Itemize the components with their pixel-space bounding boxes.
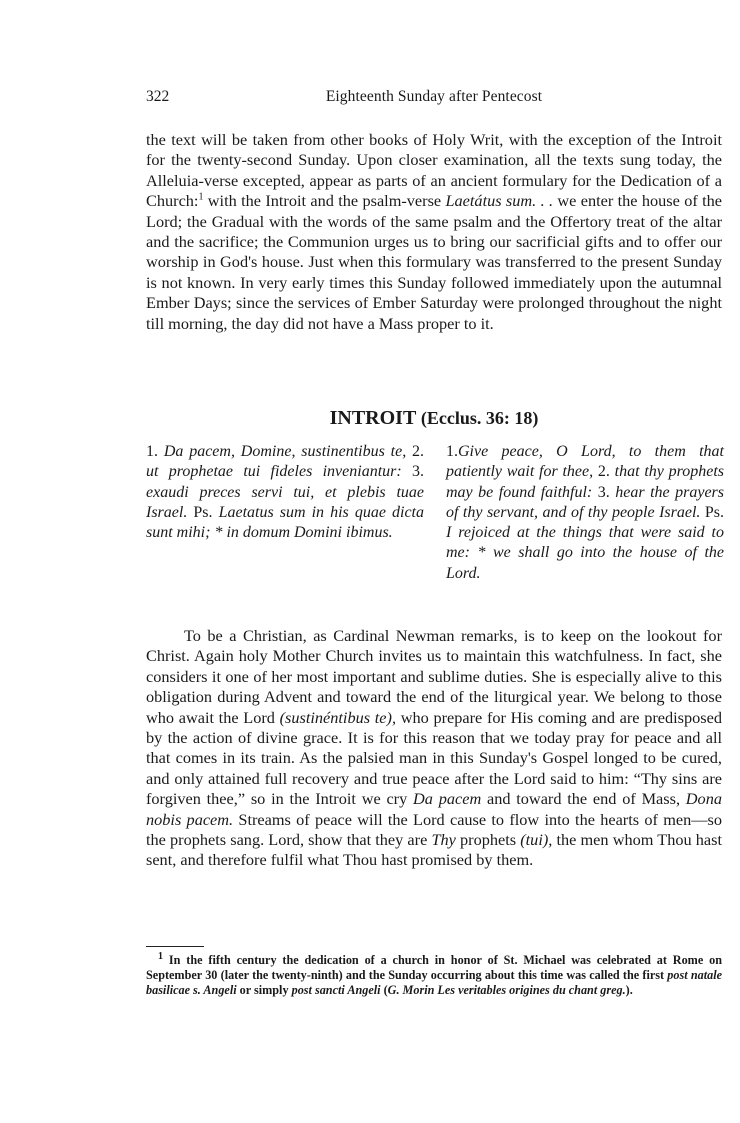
latin-text-column (146, 442, 424, 543)
text-run: To be a Christian, as Cardinal Newman remarks, is to keep on the lookout for Christ. Again holy Mother Church invites us to maintain this watchfulness. In fact, she considers it one of her most important and sublime duties. She is especially alive to this obligation during Advent and toward the end of the liturgical year. We belong to those who await the Lord (146, 626, 722, 727)
latin-verse: ut prophetae tui fideles inveniantur: (146, 463, 402, 481)
verse-number: 1. (446, 443, 458, 460)
latin-phrase: Da pacem (413, 789, 482, 809)
footnote-mark: 1 (158, 950, 163, 962)
text-run: we enter the house of the Lord; the Gradual with the words of the same psalm and the Offertory treat of the altar and the sacrifice; the Communion urges us to bring our sacrificial gifts and to offer our worship in God's house. Just when this formulary was transferred to the present Sunday is not known. In very early times this Sunday followed immediately upon the autumnal Ember Days; since the services of Ember Saturday were prolonged throughout the night till morning, the day did not have a Mass proper to it. (146, 191, 722, 333)
latin-phrase: (sustinéntibus te), (279, 707, 397, 727)
commentary-paragraph (146, 626, 722, 871)
latin-phrase: Dona nobis pacem. (146, 789, 722, 829)
page-header (146, 88, 722, 108)
text-run: ( (380, 983, 388, 997)
verse-number: 2. (597, 463, 610, 481)
intro-paragraph (146, 130, 722, 334)
english-verse: I rejoiced at the things that were said to me: * we shall go into the house of the Lord. (446, 524, 724, 582)
english-text-column (446, 442, 724, 584)
text-run: Streams of peace will the Lord cause to flow into the hearts of men—so the prophets sang. Lord, show that they are (146, 809, 722, 850)
text-run: or simply (236, 983, 292, 997)
psalm-marker: Ps. (704, 503, 725, 521)
verse-number: 2. (412, 443, 425, 460)
latin-verse: Da pacem, Domine, sustinentibus te, (163, 443, 407, 460)
text-run: who prepare for His coming and are predisposed by the action of divine grace. It is for this reason that we today pray for peace and all that comes in its train. As the palsied man in this Sunday's Gospel longed to be cured, and only attained full recovery and true peace after the Lord said to him: “Thy sins are forgiven thee,” so in the Introit we cry (146, 707, 723, 809)
footnote-reference: 1 (198, 191, 204, 203)
text-run: the text will be taken from other books of Holy Writ, with the exception of the Introit for the twenty-second Sunday. Upon closer examination, all the texts sung today, the Alleluia-verse excepted, appear as parts of an ancient formulary for the Dedication of a Church: (146, 130, 722, 211)
latin-verse: exaudi preces servi tui, et plebis tuae Israel. (146, 483, 424, 521)
scripture-reference: (Ecclus. 36: 18) (420, 408, 539, 428)
english-verse: that thy prophets may be found faithful: (446, 463, 725, 501)
latin-verse: Laetatus sum in his quae dicta sunt mihi; * in domum Domini ibimus. (146, 503, 424, 542)
footnote-divider (146, 946, 204, 947)
text-run: ). (625, 983, 633, 997)
text-run: In the fifth century the dedication of a church in honor of St. Michael was celebrated at Rome on September 30 (later the twenty-ninth) and the Sunday occurring about this time was called the first (146, 953, 722, 982)
text-run: with the Introit and the psalm-verse (203, 191, 446, 211)
text-run: and toward the end of Mass, (481, 789, 686, 809)
latin-phrase: (tui), (520, 830, 553, 850)
introit-title: INTROIT (329, 407, 416, 429)
latin-phrase: post sancti Angeli (291, 983, 381, 997)
text-run: the men whom Thou hast sent, and therefore fulfil what Thou hast promised by them. (146, 830, 722, 870)
introit-heading (146, 407, 722, 430)
english-verse: hear the prayers of thy servant, and of thy people Israel. (446, 483, 724, 521)
verse-number: 3. (412, 463, 425, 481)
latin-phrase: post natale basilicae s. Angeli (146, 968, 722, 997)
verse-number: 1. (146, 443, 158, 460)
citation: G. Morin Les veritables origines du chant greg. (387, 983, 626, 997)
latin-phrase: Laetátus sum. . . (445, 191, 554, 211)
text-run: prophets (455, 830, 521, 850)
running-title: Eighteenth Sunday after Pentecost (325, 88, 543, 105)
psalm-marker: Ps. (193, 503, 213, 521)
page-number: 322 (146, 88, 170, 105)
english-verse: Give peace, O Lord, to them that patiently wait for thee, (446, 443, 724, 481)
verse-number: 3. (597, 483, 610, 501)
footnote (146, 950, 722, 998)
emphasis: Thy (431, 830, 456, 850)
